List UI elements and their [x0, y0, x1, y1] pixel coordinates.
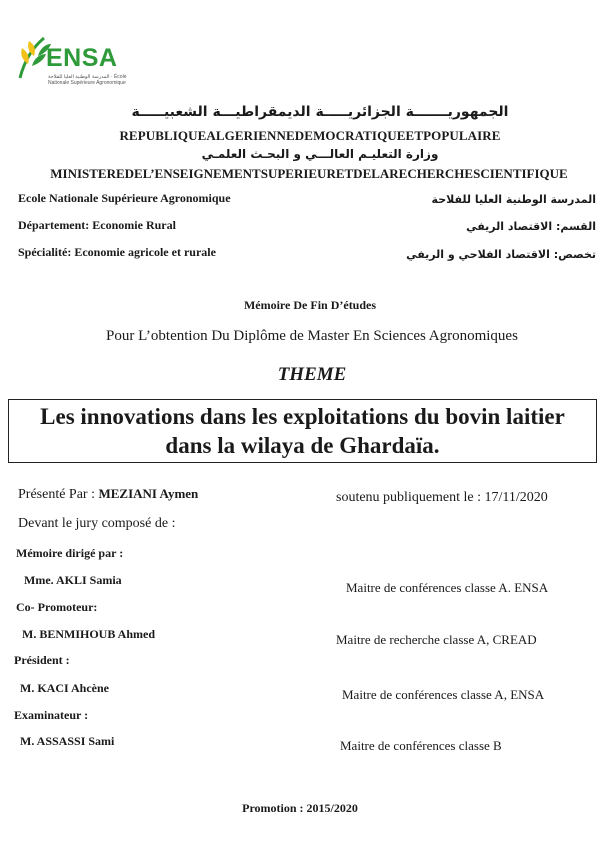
jury-name: Mme. AKLI Samia	[24, 573, 122, 587]
jury-role: Président :	[14, 653, 70, 667]
memoire-heading: Mémoire De Fin D’études	[243, 298, 377, 312]
defense-date: soutenu publiquement le : 17/11/2020	[336, 490, 548, 505]
department: Département: Economie Rural	[18, 218, 176, 232]
specialite: Spécialité: Economie agricole et rurale	[18, 245, 216, 259]
school-name: Ecole Nationale Supérieure Agronomique	[18, 191, 231, 205]
theme-label: THEME	[277, 364, 347, 385]
jury-title: Maitre de recherche classe A, CREAD	[336, 632, 537, 647]
jury-title: Maitre de conférences classe B	[340, 738, 502, 753]
theme-title-box	[8, 399, 597, 463]
presented-by-label: Présenté Par :	[18, 487, 95, 502]
arabic-republic-title: الجمهوريـــــــة الجزائريـــــة الديمقراطيـــة الشعبيـــــة	[131, 104, 509, 120]
jury-role: Mémoire dirigé par :	[16, 546, 124, 560]
ensa-logo	[14, 34, 127, 92]
logo-text: ENSA	[46, 44, 118, 72]
department-arabic: القسم: الاقتصاد الريفي	[466, 220, 596, 233]
jury-name: M. KACI Ahcène	[20, 681, 109, 695]
specialite-arabic: تخصص: الاقتصاد الفلاحي و الريفي	[406, 248, 596, 261]
jury-title: Maitre de conférences classe A. ENSA	[346, 580, 549, 595]
jury-name: M. ASSASSI Sami	[20, 734, 115, 748]
jury-role: Co- Promoteur:	[16, 600, 98, 614]
jury-name: M. BENMIHOUB Ahmed	[22, 627, 156, 641]
promotion: Promotion : 2015/2020	[242, 801, 358, 815]
jury-title: Maitre de conférences classe A, ENSA	[342, 687, 545, 702]
school-name-arabic: المدرسة الوطنية العليا للفلاحة	[431, 193, 596, 206]
french-ministry-title: MINISTEREDEL’ENSEIGNEMENTSUPERIEURETDELARECHERCHESCIENTIFIQUE	[50, 166, 568, 181]
obtention-line: Pour L’obtention Du Diplôme de Master En Sciences Agronomiques	[106, 328, 518, 344]
presented-by	[18, 486, 198, 503]
jury-role: Examinateur :	[14, 708, 89, 722]
theme-title: Les innovations dans les exploitations du bovin laitier dans la wilaya de Ghardaïa.	[40, 404, 565, 458]
jury-intro: Devant le jury composé de :	[18, 516, 176, 531]
logo-subtitle: المدرسة الوطنية العليا للفلاحة · École Nationale Supérieure Agronomique	[48, 74, 127, 86]
author-name: MEZIANI Aymen	[98, 486, 199, 501]
arabic-ministry-title: وزارة التعليـم العالـــي و البحـث العلمـي	[201, 147, 439, 161]
french-republic-title: REPUBLIQUEALGERIENNEDEMOCRATIQUEETPOPULAIRE	[119, 128, 501, 143]
